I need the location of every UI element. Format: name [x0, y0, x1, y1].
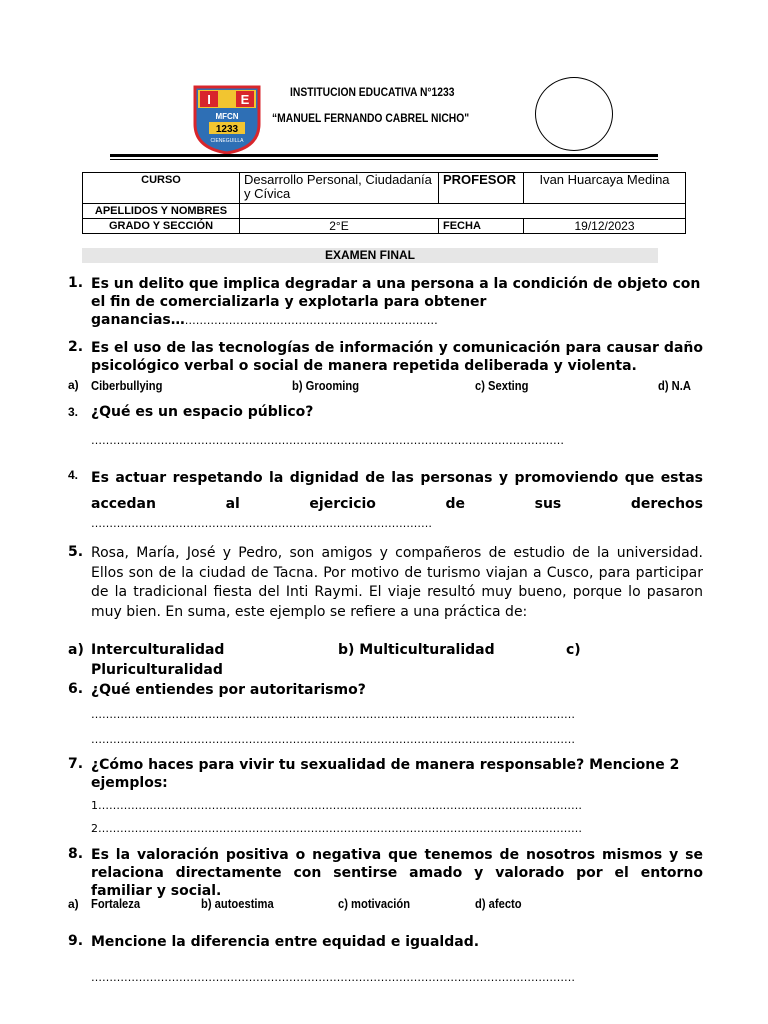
q5-option-c-letter: c) [566, 642, 581, 658]
exam-title: EXAMEN FINAL [82, 248, 658, 263]
q5-text: Rosa, María, José y Pedro, son amigos y compañeros de estudio de la universidad. Ellos son de la ciudad de Tacna. Por motivo de turismo viajan a Cusco, para participar de la tradicional fiesta del Inti Raymi. El viaje resultó muy bueno, porque lo pasaron muy bien. En suma, este ejemplo se refiere a una práctica de: [91, 545, 703, 620]
q5-option-a-letter: a) [68, 642, 84, 658]
logo-badge-top: MFCN [215, 112, 239, 121]
logo-badge-number: 1233 [215, 124, 239, 135]
q4-text: Es actuar respetando la dignidad de las personas y promoviendo que estas accedan al ejercicio de sus derechos [91, 470, 703, 512]
q1-text [91, 275, 703, 330]
q6-text: ¿Qué entiendes por autoritarismo? [91, 682, 366, 698]
q5-option-c[interactable]: Pluriculturalidad [91, 662, 223, 678]
q2-option-a[interactable]: Ciberbullying [91, 378, 163, 393]
grade-circle [535, 77, 613, 151]
q2-text: Es el uso de las tecnologías de información y comunicación para causar daño psicológico verbal o social de manera repetida deliberada y violenta. [91, 340, 703, 374]
q7-example-line-1[interactable]: 1…………………………………………………………………………………………………………………… [91, 799, 582, 812]
apellidos-field[interactable] [240, 204, 686, 219]
q6-answer-line-1[interactable]: …………………………………………………………………………………………………………………… [91, 708, 575, 721]
q1-question: Es un delito que implica degradar a una persona a la condición de objeto con el fin de comercializarla y explotarla para obtener ganancias… [91, 276, 701, 328]
q8-option-b[interactable]: b) autoestima [201, 896, 274, 911]
q2-option-a-letter: a) [68, 378, 79, 392]
logo-letter-i: I [207, 92, 211, 107]
q2-option-c[interactable]: c) Sexting [475, 378, 529, 393]
q9-number: 9. [68, 933, 84, 949]
q9-text: Mencione la diferencia entre equidad e igualdad. [91, 934, 480, 950]
school-name: “MANUEL FERNANDO CABREL NICHO" [272, 111, 470, 125]
logo-letter-e: E [240, 92, 250, 107]
fecha-value: 19/12/2023 [524, 219, 686, 234]
q3-answer-line[interactable]: ………………………………………………………………………………………………………………… [91, 434, 564, 447]
profesor-label: PROFESOR [439, 173, 524, 204]
student-info-table [82, 172, 686, 234]
header-rule-thin [110, 159, 658, 160]
q8-option-a-letter: a) [68, 897, 79, 911]
logo-badge-bottom: CIENEGUILLA [210, 138, 244, 144]
profesor-value: Ivan Huarcaya Medina [524, 173, 686, 204]
q5-option-a[interactable]: Interculturalidad [91, 642, 225, 658]
header-rule-thick [110, 154, 658, 157]
school-shield-icon [192, 84, 262, 154]
q8-option-c[interactable]: c) motivación [338, 896, 411, 911]
q2-option-b[interactable]: b) Grooming [292, 378, 360, 393]
institution-name: INSTITUCION EDUCATIVA N°1233 [290, 85, 455, 99]
q7-text: ¿Cómo haces para vivir tu sexualidad de manera responsable? Mencione 2 ejemplos: [91, 757, 680, 791]
q4-answer-line[interactable]: ………………………………………………………………………………… [91, 517, 432, 530]
q8-number: 8. [68, 846, 84, 862]
q8-option-a[interactable]: Fortaleza [91, 896, 141, 911]
q9-answer-line[interactable]: …………………………………………………………………………………………………………………… [91, 971, 575, 984]
q6-answer-line-2[interactable]: …………………………………………………………………………………………………………………… [91, 733, 575, 746]
grado-label: GRADO Y SECCIÓN [83, 219, 240, 234]
grado-value: 2°E [240, 219, 439, 234]
apellidos-label: APELLIDOS Y NOMBRES [83, 204, 240, 219]
q8-option-d[interactable]: d) afecto [475, 896, 522, 911]
q5-option-b[interactable]: b) Multiculturalidad [338, 642, 495, 658]
q2-option-d[interactable]: d) N.A [658, 378, 691, 393]
school-logo [192, 84, 262, 154]
q1-number: 1. [68, 275, 84, 291]
q7-number: 7. [68, 756, 84, 772]
q3-number: 3. [68, 405, 79, 419]
q6-number: 6. [68, 681, 84, 697]
q5-number: 5. [68, 544, 84, 560]
q3-text: ¿Qué es un espacio público? [91, 404, 314, 420]
fecha-label: FECHA [439, 219, 524, 234]
q2-number: 2. [68, 339, 84, 355]
curso-label: CURSO [83, 173, 240, 204]
curso-value: Desarrollo Personal, Ciudadanía y Cívica [240, 173, 439, 204]
q8-text: Es la valoración positiva o negativa que tenemos de nosotros mismos y se relaciona directamente con sentirse amado y valorado por el entorno familiar y social. [91, 847, 703, 899]
q4-number: 4. [68, 468, 79, 482]
q1-answer-line[interactable]: …………………………………………………………… [184, 314, 438, 327]
q7-example-line-2[interactable]: 2…………………………………………………………………………………………………………………… [91, 822, 582, 835]
